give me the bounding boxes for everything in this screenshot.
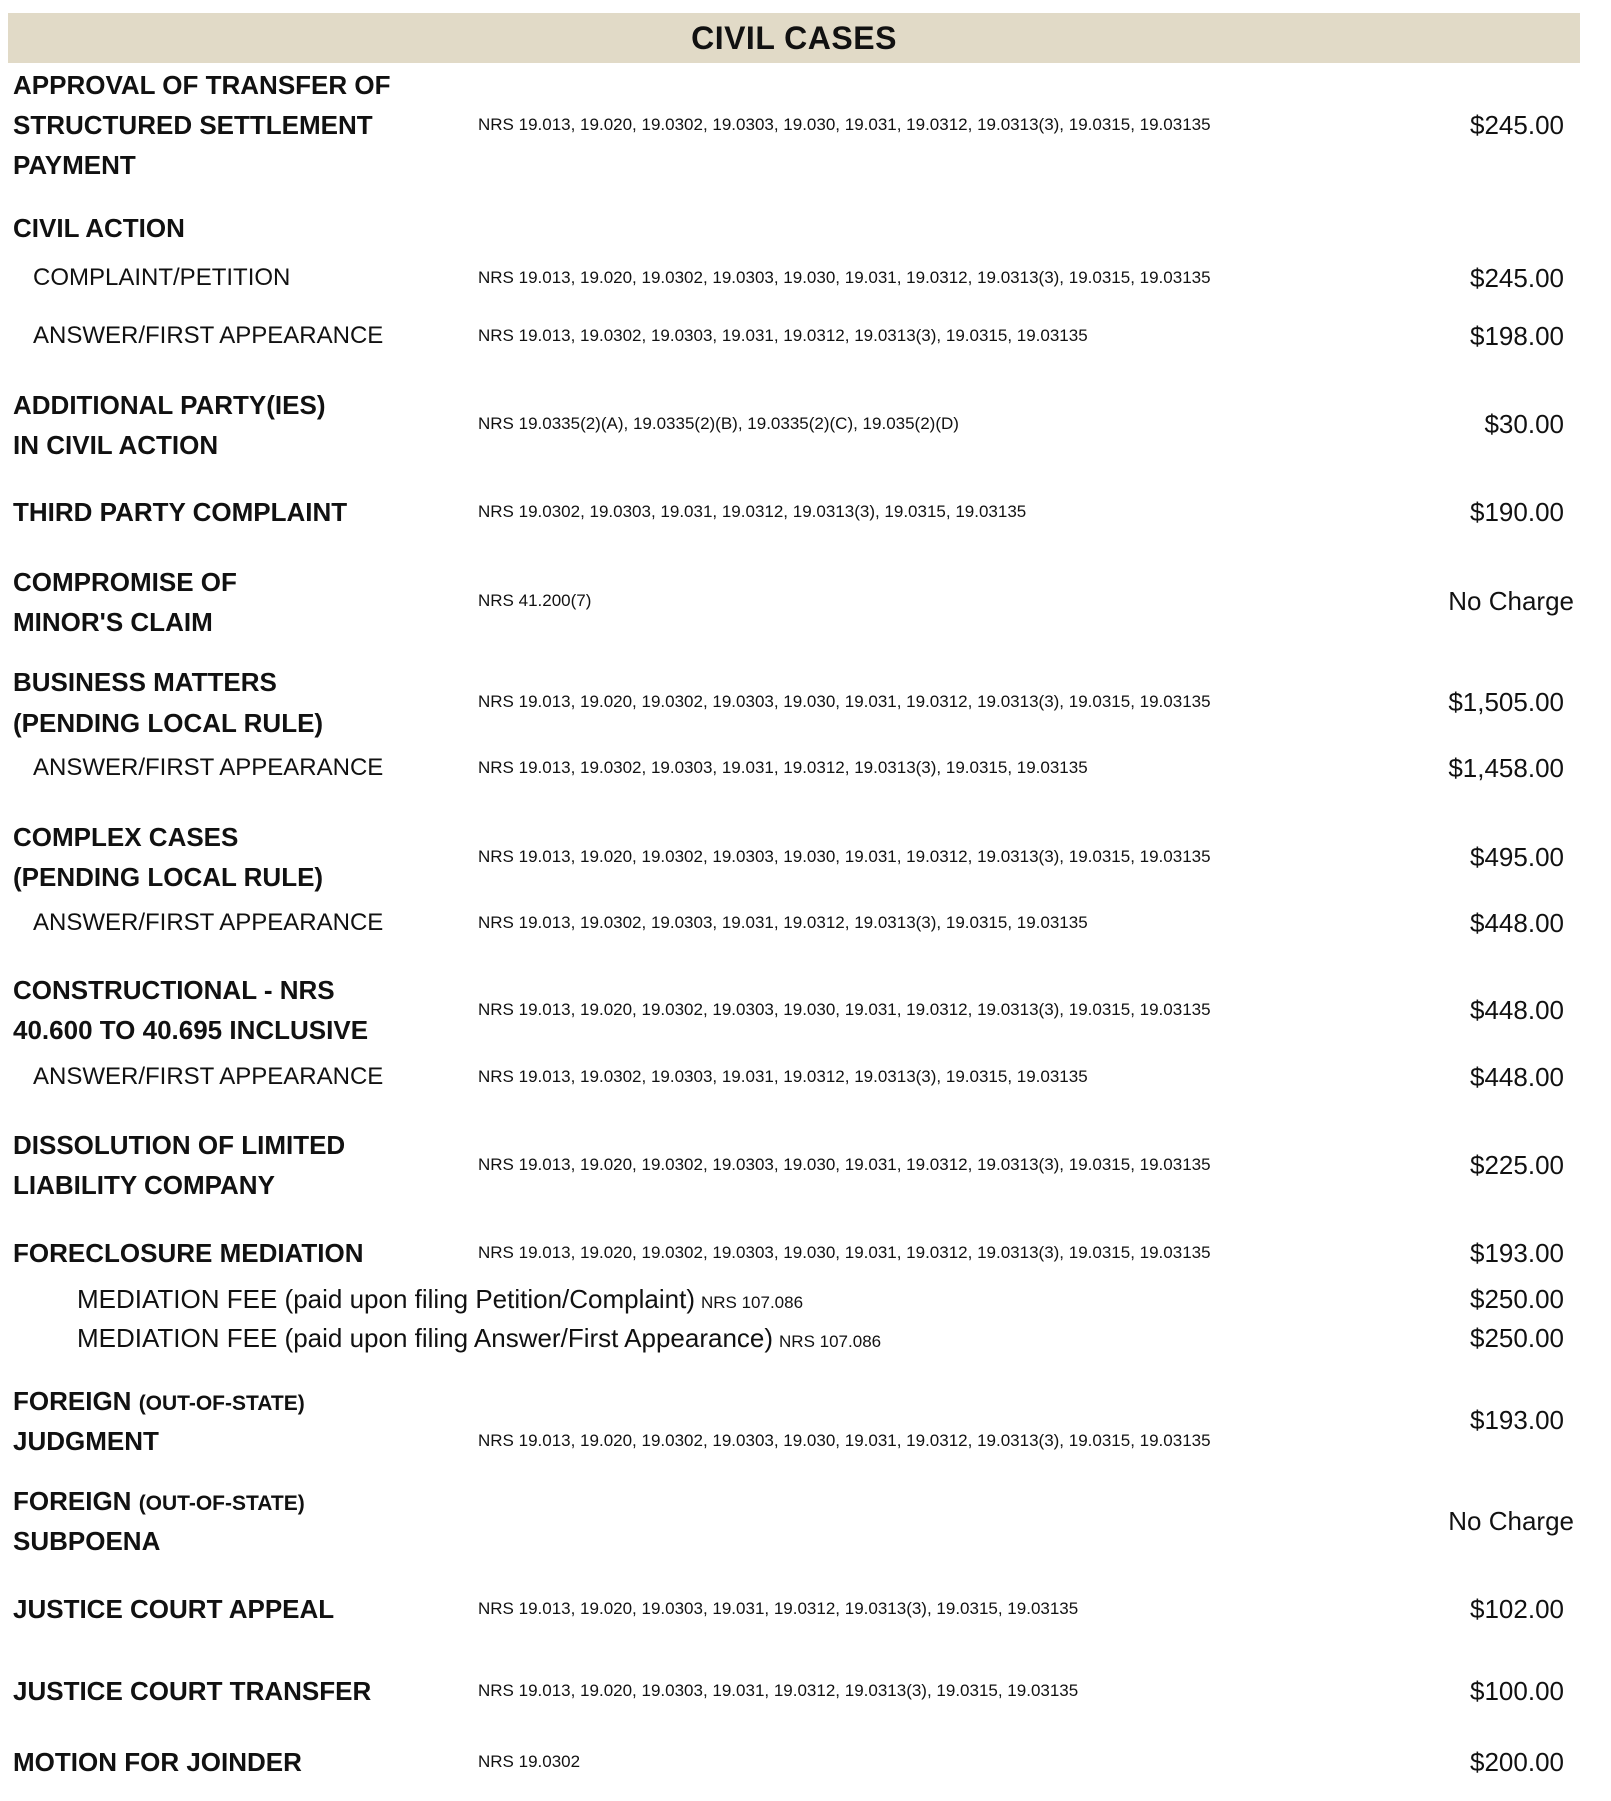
fee-amount: $1,505.00 — [1448, 687, 1564, 717]
fee-item-title: JUSTICE COURT TRANSFER — [13, 1676, 372, 1706]
fee-amount: $225.00 — [1470, 1150, 1564, 1180]
fee-item-title: MINOR'S CLAIM — [13, 607, 213, 637]
statute-reference: NRS 107.086 — [779, 1332, 882, 1351]
statute-reference: NRS 19.0302, 19.0303, 19.031, 19.0312, 19.0313(3), 19.0315, 19.03135 — [478, 502, 1027, 521]
fee-item-title: CIVIL ACTION — [13, 213, 185, 243]
fee-item-title: ADDITIONAL PARTY(IES) — [13, 390, 326, 420]
fee-amount: $193.00 — [1470, 1238, 1564, 1268]
statute-reference: NRS 19.013, 19.020, 19.0302, 19.0303, 19.030, 19.031, 19.0312, 19.0313(3), 19.0315, 19.03135 — [478, 115, 1211, 134]
statute-reference: NRS 19.013, 19.020, 19.0302, 19.0303, 19.030, 19.031, 19.0312, 19.0313(3), 19.0315, 19.03135 — [478, 847, 1211, 866]
statute-reference: NRS 19.0335(2)(A), 19.0335(2)(B), 19.0335(2)(C), 19.035(2)(D) — [478, 414, 959, 433]
fee-item-title: (PENDING LOCAL RULE) — [13, 862, 324, 892]
fee-amount: $102.00 — [1470, 1594, 1564, 1624]
fee-amount: $100.00 — [1470, 1676, 1564, 1706]
fee-subitem-label: ANSWER/FIRST APPEARANCE — [33, 1063, 384, 1090]
fee-item-title: APPROVAL OF TRANSFER OF — [13, 70, 391, 100]
fee-subitem-label: ANSWER/FIRST APPEARANCE — [33, 754, 384, 781]
fee-item-title: COMPLEX CASES — [13, 822, 239, 852]
statute-reference: NRS 19.013, 19.020, 19.0303, 19.031, 19.0312, 19.0313(3), 19.0315, 19.03135 — [478, 1599, 1079, 1618]
fee-amount: $190.00 — [1470, 497, 1564, 527]
fee-amount: $1,458.00 — [1448, 753, 1564, 783]
statute-reference: NRS 19.013, 19.020, 19.0302, 19.0303, 19.030, 19.031, 19.0312, 19.0313(3), 19.0315, 19.03135 — [478, 1243, 1211, 1262]
fee-item-title: LIABILITY COMPANY — [13, 1170, 275, 1200]
fee-amount: $495.00 — [1470, 842, 1564, 872]
fee-subitem-label: ANSWER/FIRST APPEARANCE — [33, 322, 384, 349]
fee-item-title: COMPROMISE OF — [13, 567, 237, 597]
statute-reference: NRS 19.013, 19.0302, 19.0303, 19.031, 19.0312, 19.0313(3), 19.0315, 19.03135 — [478, 913, 1088, 932]
fee-item-title: DISSOLUTION OF LIMITED — [13, 1130, 346, 1160]
fee-item-title: CONSTRUCTIONAL - NRS — [13, 975, 335, 1005]
fee-amount: $250.00 — [1470, 1284, 1564, 1314]
section-title: CIVIL CASES — [691, 19, 897, 56]
fee-item-title: BUSINESS MATTERS — [13, 667, 277, 697]
fee-item-title — [13, 1381, 305, 1424]
fee-item-title: 40.600 TO 40.695 INCLUSIVE — [13, 1015, 369, 1045]
fee-item-title-main: FOREIGN — [13, 1486, 132, 1516]
statute-reference: NRS 19.0302 — [478, 1752, 581, 1771]
statute-reference: NRS 19.013, 19.020, 19.0302, 19.0303, 19.030, 19.031, 19.0312, 19.0313(3), 19.0315, 19.03135 — [478, 268, 1211, 287]
fee-amount: $448.00 — [1470, 908, 1564, 938]
fee-amount: $250.00 — [1470, 1323, 1564, 1353]
statute-reference: NRS 19.013, 19.020, 19.0302, 19.0303, 19.030, 19.031, 19.0312, 19.0313(3), 19.0315, 19.03135 — [478, 1155, 1211, 1174]
mediation-fee-row — [77, 1318, 881, 1362]
fee-item-title: JUSTICE COURT APPEAL — [13, 1594, 335, 1624]
section-header — [8, 13, 1580, 63]
fee-item-title-main: FOREIGN — [13, 1386, 132, 1416]
mediation-fee-row — [77, 1279, 803, 1323]
statute-reference: NRS 19.013, 19.020, 19.0303, 19.031, 19.0312, 19.0313(3), 19.0315, 19.03135 — [478, 1681, 1079, 1700]
statute-reference: NRS 19.013, 19.0302, 19.0303, 19.031, 19.0312, 19.0313(3), 19.0315, 19.03135 — [478, 1067, 1088, 1086]
fee-amount: $198.00 — [1470, 321, 1564, 351]
fee-amount: $245.00 — [1470, 263, 1564, 293]
fee-item-title: JUDGMENT — [13, 1426, 159, 1456]
fee-subitem-label: ANSWER/FIRST APPEARANCE — [33, 909, 384, 936]
fee-item-title-qualifier: (OUT-OF-STATE) — [138, 1492, 305, 1515]
fee-amount: $200.00 — [1470, 1747, 1564, 1777]
mediation-fee-label: MEDIATION FEE (paid upon filing Petition/Complaint) — [77, 1284, 695, 1314]
fee-item-title: THIRD PARTY COMPLAINT — [13, 497, 348, 527]
fee-amount: No Charge — [1448, 1506, 1574, 1536]
fee-item-title — [13, 1481, 305, 1524]
statute-reference: NRS 19.013, 19.020, 19.0302, 19.0303, 19.030, 19.031, 19.0312, 19.0313(3), 19.0315, 19.03135 — [478, 692, 1211, 711]
fee-amount: $193.00 — [1470, 1405, 1564, 1435]
fee-item-title: MOTION FOR JOINDER — [13, 1747, 302, 1777]
fee-amount: $245.00 — [1470, 110, 1564, 140]
fee-amount: $448.00 — [1470, 995, 1564, 1025]
fee-subitem-label: COMPLAINT/PETITION — [33, 264, 291, 291]
fee-item-title: IN CIVIL ACTION — [13, 430, 219, 460]
statute-reference: NRS 19.013, 19.0302, 19.0303, 19.031, 19.0312, 19.0313(3), 19.0315, 19.03135 — [478, 758, 1088, 777]
fee-item-title: SUBPOENA — [13, 1526, 161, 1556]
mediation-fee-label: MEDIATION FEE (paid upon filing Answer/First Appearance) — [77, 1323, 774, 1353]
fee-item-title: (PENDING LOCAL RULE) — [13, 708, 324, 738]
fee-item-title-qualifier: (OUT-OF-STATE) — [138, 1392, 305, 1415]
statute-reference: NRS 107.086 — [700, 1293, 804, 1312]
statute-reference: NRS 19.013, 19.020, 19.0302, 19.0303, 19.030, 19.031, 19.0312, 19.0313(3), 19.0315, 19.03135 — [478, 1000, 1211, 1019]
fee-item-title: PAYMENT — [13, 150, 136, 180]
statute-reference: NRS 41.200(7) — [478, 591, 592, 610]
fee-amount: No Charge — [1448, 586, 1574, 616]
statute-reference: NRS 19.013, 19.020, 19.0302, 19.0303, 19.030, 19.031, 19.0312, 19.0313(3), 19.0315, 19.03135 — [478, 1431, 1211, 1450]
fee-amount: $30.00 — [1484, 409, 1564, 439]
fee-item-title: FORECLOSURE MEDIATION — [13, 1238, 364, 1268]
fee-amount: $448.00 — [1470, 1062, 1564, 1092]
fee-item-title: STRUCTURED SETTLEMENT — [13, 110, 373, 140]
statute-reference: NRS 19.013, 19.0302, 19.0303, 19.031, 19.0312, 19.0313(3), 19.0315, 19.03135 — [478, 326, 1088, 345]
